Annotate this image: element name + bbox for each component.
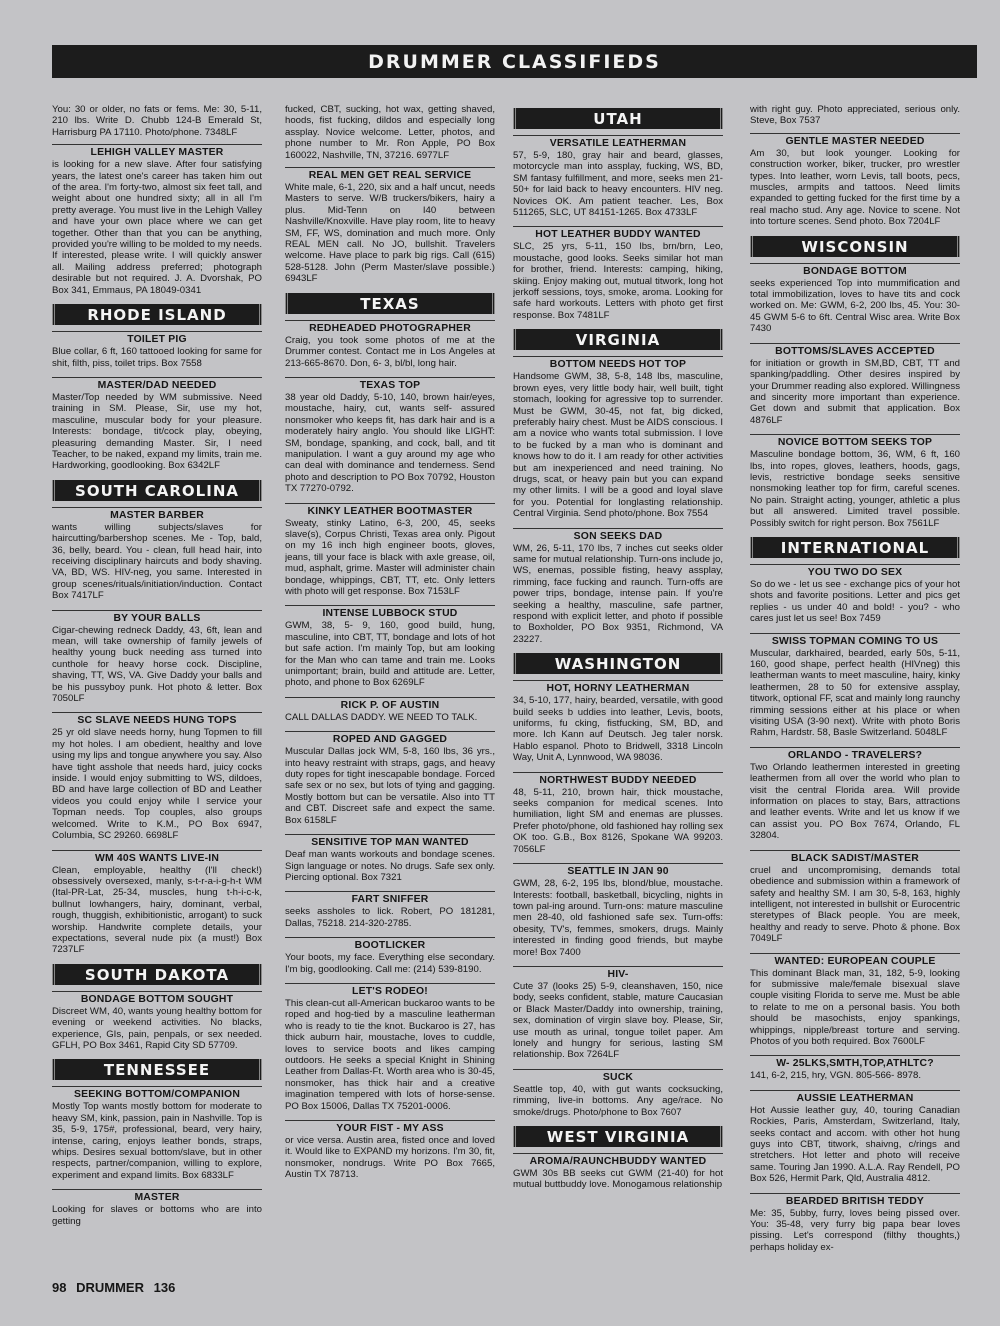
ad-body: wants willing subjects/slaves for haircutting/barbershop scenes. Me - Top, bald, 36, belly, beard. You - clean, full head hair, into receiving disciplinary haircuts and body shaving. VA, BD, WS. HIV-neg, you same. Interested in group scenes/rituals/initiation/induction. Contact Box 7417LF (52, 521, 262, 602)
ad (285, 697, 495, 723)
ad-heading: SWISS TOPMAN COMING TO US (750, 633, 960, 647)
ad-heading: AROMA/RAUNCHBUDDY WANTED (513, 1153, 723, 1167)
state-header: RHODE ISLAND (52, 304, 262, 325)
ad (285, 731, 495, 826)
ad (750, 434, 960, 529)
ad (513, 356, 723, 519)
ad (52, 507, 262, 602)
ad (750, 564, 960, 625)
ad-body: Cigar-chewing redneck Daddy, 43, 6ft, lean and mean, will take ownership of family jewels of healthy young buck needing ass turned into cunthole for heavy horse cock. Discipline, shaving, TT, WS, VA. Give Daddy your balls and be his pussyboy punk. Hot photo & letter. Box 7050LF (52, 624, 262, 705)
ad-body: SLC, 25 yrs, 5-11, 150 lbs, brn/brn, Leo, moustache, good looks. Seeks similar hot man for brother, friend. Interests: camping, hiking, skiing. Enjoy making out, mutual titwork, long hot jerkoff sessions, toys, smoke, aroma. Looking for safe hard workouts. Letters with photo get first response. Box 7481LF (513, 241, 723, 321)
column-4 (750, 104, 960, 1274)
ad-heading: WM 40S WANTS LIVE-IN (52, 850, 262, 864)
ad (513, 226, 723, 321)
ad-heading: WANTED: EUROPEAN COUPLE (750, 953, 960, 967)
ad (513, 863, 723, 958)
ad (513, 528, 723, 646)
state-header: SOUTH CAROLINA (52, 480, 262, 501)
ad (513, 1069, 723, 1118)
ad-heading: MASTER/DAD NEEDED (52, 377, 262, 391)
continued-ad (52, 104, 262, 138)
ad-body: Handsome GWM, 38, 5-8, 148 lbs, masculine, brown eyes, very little body hair, well built, tight stomach, looking for agressive top to surrender. Must be GWM, 30-45, not fat, big dicked, preferably hairy chest. Must be AIDS conscious. I am a novice who wants total submission. I love to be fucked by a man who is dominant and knows how to do it. I am ready for other activities but am inexperienced and need training. No drugs, scat, or heavy pain but you can expand my other limits. I will be a good and loyal slave for you. Potential for longlasting relationship. Central Virginia. Send photo/phone. Box 7554 (513, 371, 723, 520)
ad-heading: HOT, HORNY LEATHERMAN (513, 680, 723, 694)
column-2 (285, 104, 495, 1274)
ad-body: Me: 35, 5ubby, furry, loves being pissed over. You: 35-48, very furry big papa bear loves pissing. Let's correspond (filthy thoughts,) perhaps holiday ex- (750, 1207, 960, 1253)
ad-body: Muscular Dallas jock WM, 5-8, 160 lbs, 36 yrs., into heavy restraint with straps, gags, and heavy duty ropes for tight inescapable bondage. Forced safe sex or no sex, but lots of tying and gagging. Mostly bottom but can be versatile. Also into TT and CBT. Discreet safe and expect the same. Box 6158LF (285, 746, 495, 826)
ad-body: for initiation or growth in SM,BD, CBT, TT and spanking/paddling. Other desires inspired by your Drummer reading also explored. Willingness and sincerity more important than experience. Get down and submit that application. Box 4876LF (750, 357, 960, 426)
ad-heading: GENTLE MASTER NEEDED (750, 133, 960, 147)
ad-body: GWM, 28, 6-2, 195 lbs, blond/blue, moustache. Interests: football, basketball, bicycling, nights in town pal-ing around. Turn-ons: mature masculine men 28-40, old fashioned safe sex. Turn-offs: obesity, TV's, femmes, smokers, drugs. Mainly interested in finding good friends, but maybe more! Box 7400 (513, 878, 723, 958)
ad-body: Muscular, darkhaired, bearded, early 50s, 5-11, 160, good shape, perfect health (HIVneg) this leatherman wants to meet masculine, hairy, kinky leathermen, 28 to 50 for extensive assplay, titwork, optional FF, scat and mainly long raunchy rimming sessions either at his place or when visiting USA (3-90 next). Write with photo Boris Rahm, Hardstr. 58, Basle Switzerland. 5048LF (750, 647, 960, 739)
ad-heading: HIV- (513, 966, 723, 980)
ad (285, 891, 495, 929)
ad-body: Seattle top, 40, with gut wants cocksucking, rimming, live-in bottoms. Any age/race. No smoke/drugs. Photo/phone to Box 7607 (513, 1083, 723, 1118)
state-header: SOUTH DAKOTA (52, 964, 262, 985)
ad (513, 966, 723, 1061)
ad-body: Discreet WM, 40, wants young healthy bottom for evening or weekend activities. No blacks, experience, GIs, pain, penpals, or sex needed. GFLH, PO Box 3461, Rapid City SD 57709. (52, 1005, 262, 1051)
ad-heading: BOTTOM NEEDS HOT TOP (513, 356, 723, 370)
ad (52, 144, 262, 296)
ad (52, 377, 262, 472)
ad-heading: FART SNIFFER (285, 891, 495, 905)
ad-body: Clean, employable, healthy (I'll check!) obsessively oversexed, manly, s-t-r-a-i-g-h-t WM (Ital-PR-Lat, 25-34, muscles, hung t-h-i-c-k, bullnut lowhangers, hairy, dominant, verbal, rough, thuggish, exhibitionistic, arrogant) to suck worship. Handwrite complete details, your expectations, several nude pix (a must!) Box 7237LF (52, 864, 262, 956)
magazine-name: DRUMMER (76, 1280, 144, 1295)
ad-heading: YOU TWO DO SEX (750, 564, 960, 578)
ad-body: This clean-cut all-American buckaroo wants to be roped and hog-tied by a masculine leatherman who is ready to tie the knot. Buckaroo is 27, has thick auburn hair, moustache, loves to cuddle, loves to service boots and likes camping outdoors. He seeks a special Knight in Shining Leather from Dallas-Ft. Worth area who is 30-45, nonsmoker, has thick hair and a creative imagination tempered with lots of horse-sense. PO Box 15006, Dallas TX 75201-0006. (285, 997, 495, 1112)
ad-body: Masculine bondage bottom, 36, WM, 6 ft, 160 lbs, into ropes, gloves, leathers, hoods, gags, levis, restrictive bondage seeks sensitive nonsmoking leather top for firm, careful scenes. No pain. Straight acting, younger, athletic a plus but all answered. Limited travel possible. Possibly switch for right person. Box 7561LF (750, 449, 960, 529)
ad-heading: BOTTOMS/SLAVES ACCEPTED (750, 343, 960, 357)
state-header: INTERNATIONAL (750, 537, 960, 558)
ad-body: Two Orlando leathermen interested in greeting leathermen from all over the world who plan to visit the central Florida area. Will provide information on places to stay, Bars, attractions and leather events. Write and let us know if we can assist you. PO Box 7674, Orlando, FL 32804. (750, 761, 960, 842)
ad-heading: INTENSE LUBBOCK STUD (285, 605, 495, 619)
ad (52, 1189, 262, 1227)
column-3 (513, 104, 723, 1274)
ad-body: 38 year old Daddy, 5-10, 140, brown hair/eyes, moustache, hairy, cut, wants self- assured nonsmoker who keeps fit, has dark hair and is a moderately hairy anglo. You should like LIGHT: SM, bondage, spanking, and cock, ball, and tit manipulation. I want a guy around my age who can deal with dominance and tenderness. Send photo and description to PO Box 70792, Houston TX 77270-0792. (285, 391, 495, 495)
ad-body: 141, 6-2, 215, hry, VGN. 805-566- 8978. (750, 1070, 922, 1082)
ad (750, 633, 960, 739)
ad (750, 953, 960, 1048)
ad (285, 377, 495, 495)
ad-heading: BEARDED BRITISH TEDDY (750, 1193, 960, 1207)
ad (750, 1193, 960, 1254)
ad-body: seeks assholes to lick. Robert, PO 181281, Dallas, 75218. 214-320-2785. (285, 906, 495, 929)
ad (750, 850, 960, 945)
ad-body: 48, 5-11, 210, brown hair, thick moustache, seeks companion for medical scenes. Into humiliation, light SM and enemas are plusses. Prefer photo/phone, old fashioned hay rolling sex OK too. G.B., Box 8126, Spokane WA 99203. 7056LF (513, 786, 723, 855)
ad-body: This dominant Black man, 31, 182, 5-9, looking for submissive male/female bisexual slave couple visiting Florida to serve me. Must be able to relate to me on a personal basis. You both should be masochists, enjoy spankings, whippings, nipple/breast torture and serving. Photos of you both required. Box 7600LF (750, 967, 960, 1047)
ad (52, 991, 262, 1052)
ad-body: CALL DALLAS DADDY. WE NEED TO TALK. (285, 711, 478, 723)
ad (52, 850, 262, 956)
ad-body: Mostly Top wants mostly bottom for moderate to heavy SM, kink, passion, pain in Nashville. Top is 35, 5-9, 175#, professional, beard, very hairy, intense, caring, enjoys leather bonds, straps, whips. Desires sexual bottom/slave, but in other respects, partner/companion, willing to explore, experiment and expand limits. Box 6833LF (52, 1101, 262, 1181)
ad (513, 680, 723, 763)
ad-body: Craig, you took some photos of me at the Drummer contest. Contact me in Los Angeles at 213-665-8670. Don, 6- 3, bl/bl, long hair. (285, 334, 495, 369)
ad-body: GWM, 38, 5- 9, 160, good build, hung, masculine, into CBT, TT, bondage and lots of hot but safe action. I'm mainly Top, but am looking for the Man who can tame and train me. Looks unimportant; brain, build and attitude are. Letter, photo, and phone to Box 6269LF (285, 620, 495, 689)
ad-heading: AUSSIE LEATHERMAN (750, 1090, 960, 1104)
ad (285, 167, 495, 285)
ad-body: Your boots, my face. Everything else secondary. I'm big, goodlooking. Call me: (214) 539-8190. (285, 952, 495, 975)
ad (285, 1120, 495, 1181)
state-header: TEXAS (285, 293, 495, 314)
ad-heading: SENSITIVE TOP MAN WANTED (285, 834, 495, 848)
ad-heading: LEHIGH VALLEY MASTER (52, 144, 262, 158)
ad (52, 331, 262, 369)
ad-heading: SEEKING BOTTOM/COMPANION (52, 1086, 262, 1100)
ad-heading: YOUR FIST - MY ASS (285, 1120, 495, 1134)
ad-body: Deaf man wants workouts and bondage scenes. Sign language or notes. No drugs. Safe sex only. Piercing optional. Box 7321 (285, 849, 495, 883)
ad-heading: ROPED AND GAGGED (285, 731, 495, 745)
ad-body: with right guy. Photo appreciated, serious only. Steve, Box 7537 (750, 104, 960, 127)
ad-body: or vice versa. Austin area, fisted once and loved it. Would like to EXPAND my horizons. I'm 30, fit, nonsmoker, nondrugs. Write PO Box 7665, Austin TX 78713. (285, 1135, 495, 1181)
ad (750, 343, 960, 426)
ad-body: is looking for a new slave. After four satisfying years, the latest one's career has taken him out of the area. I'm forty-two, almost six feet tall, and weight about one hundred sixty; all in all I'm pretty average. You must live in the Lehigh Valley and have your own place where we can get together. Other than that you can be anything, provided you're willing to be molded to my needs. If interested, please write. I will quickly answer all. Mailing address preferred; photograph desirable but not required. J. A. Dvorshak, PO Box 341, Emmaus, PA 18049-0341 (52, 159, 262, 296)
ad-heading: NORTHWEST BUDDY NEEDED (513, 772, 723, 786)
ad-heading: SUCK (513, 1069, 723, 1083)
state-header: WASHINGTON (513, 653, 723, 674)
ad-heading: MASTER BARBER (52, 507, 262, 521)
state-header: WISCONSIN (750, 236, 960, 257)
ad-body: 57, 5-9, 180, gray hair and beard, glasses, motorcycle man into assplay, fucking, WS, BD, SM fantasy fulfillment, and more, seeks men 21-50+ for laid back to heavy encounters. HIV neg. Novices OK. Am patient teacher. Les, Box 511265, SLC, UT 84151-1265. Box 4733LF (513, 150, 723, 219)
ad-heading: BOOTLICKER (285, 937, 495, 951)
ad-heading: BLACK SADIST/MASTER (750, 850, 960, 864)
ad (285, 983, 495, 1112)
ad-body: So do we - let us see - exchange pics of your hot shots and favorite positions. Letter and pics get replies - us under 40 and bold! - you? - who cares just let us see! Box 7459 (750, 578, 960, 625)
ad (750, 1090, 960, 1185)
ad-heading: REDHEADED PHOTOGRAPHER (285, 320, 495, 334)
ad-heading: ORLANDO - TRAVELERS? (750, 747, 960, 761)
column-1 (52, 104, 262, 1274)
ad-heading: W- 25LKS,SMTH,TOP,ATHLTC? (750, 1055, 960, 1069)
ad-heading: BY YOUR BALLS (52, 610, 262, 624)
ad (52, 712, 262, 841)
ad (52, 610, 262, 705)
ad (52, 1086, 262, 1181)
ad-body: Am 30, but look younger. Looking for construction worker, biker, trucker, pro wrestler types. Into leather, worn Levis, tall boots, pecs, muscles, armpits and tattoos. Need limits expanded to getting fucked for the first time by a real macho stud. Any age. Novice to scene. Not into torture scenes. Send photo. Box 7204LF (750, 147, 960, 228)
state-header: WEST VIRGINIA (513, 1126, 723, 1147)
ad-heading: TOILET PIG (52, 331, 262, 345)
ad (513, 1153, 723, 1191)
ad-heading: SON SEEKS DAD (513, 528, 723, 542)
ad-heading: TEXAS TOP (285, 377, 495, 391)
continued-ad (285, 104, 495, 161)
ad-heading: BONDAGE BOTTOM (750, 263, 960, 277)
page-number: 98 (52, 1280, 67, 1295)
ad (285, 320, 495, 369)
ad-heading: NOVICE BOTTOM SEEKS TOP (750, 434, 960, 448)
continued-ad (750, 104, 960, 127)
ad-heading: BONDAGE BOTTOM SOUGHT (52, 991, 262, 1005)
ad-body: WM, 26, 5-11, 170 lbs, 7 inches cut seeks older same for mutual relationship. Turn-ons include jo, WS, enemas, possible fisting, heavy assplay, rimming, face fucking and raunch. Turn-offs are power trips, bondage, intense pain. If you're seeking a healthy, masculine, safe partner, respond with explicit letter, and photo if possible to Boxholder, PO Box 9351, Richmond, VA 23227. (513, 542, 723, 645)
ad-heading: REAL MEN GET REAL SERVICE (285, 167, 495, 181)
ad-heading: KINKY LEATHER BOOTMASTER (285, 503, 495, 517)
state-header: VIRGINIA (513, 329, 723, 350)
ad-body: GWM 30s BB seeks cut GWM (21-40) for hot mutual buttbuddy love. Monogamous relationship (513, 1168, 723, 1191)
ad-body: Blue collar, 6 ft, 160 tattooed looking for same for shit, filth, piss, toilet trips. Box 7558 (52, 346, 262, 369)
ad (750, 747, 960, 842)
ad (513, 135, 723, 218)
ad-body: Hot Aussie leather guy, 40, touring Canadian Rockies, Paris, Amsterdam, Switzerland, Italy, seeks contact and accom. with other hot hung guys into CBT, titwork, shaivng, c/rings and stretchers. Hot letter and photo will receive same. Touring Jan 1990. A.L.A. Ray Rendell, PO Box 526, Hermit Park, Qld, Australia 4812. (750, 1104, 960, 1185)
ad-heading: SC SLAVE NEEDS HUNG TOPS (52, 712, 262, 726)
ad (750, 133, 960, 228)
state-header: UTAH (513, 108, 723, 129)
ad-body: 34, 5-10, 177, hairy, bearded, versatile, with good build seeks b uddies into leather, Levis, boots, uniforms, fu cking, fistfucking, SM, BD, and more. Ich Kann auf Deutsch. Jeg taler norsk. Hablo espanol. Photo to Bridwell, 3318 Lincoln Way, Unit A, Lynnwood, WA 98036. (513, 695, 723, 764)
ad (285, 937, 495, 975)
ad-body: Cute 37 (looks 25) 5-9, cleanshaven, 150, nice body, seeks confident, stable, mature Caucasian or Black Master/Daddy into ownership, training, sex, domination of virgin slave boy. Please, Sir, use mouth as urinal, tongue toilet paper. Am lonely and hungry for serious, lasting SM relationship. Box 7264LF (513, 980, 723, 1061)
ad (285, 503, 495, 598)
ad-heading: HOT LEATHER BUDDY WANTED (513, 226, 723, 240)
page-footer (52, 1280, 181, 1295)
ad-heading: RICK P. OF AUSTIN (285, 697, 495, 711)
ad (285, 834, 495, 883)
state-header: TENNESSEE (52, 1059, 262, 1080)
ad (285, 605, 495, 688)
section-banner: DRUMMER CLASSIFIEDS (52, 45, 977, 78)
ad (750, 1055, 960, 1081)
ad-body: White male, 6-1, 220, six and a half uncut, needs Masters to serve. W/B truckers/bikers, hairy a plus. Mid-Tenn on I40 between Nashville/Knoxville. Have play room, lite to heavy SM, FF, WS, domination and much more. Only REAL MEN call. No JO, bullshit. Travelers welcome. Have place to park big rigs. Call (615) 528-5128. John (Perm Master/slave possible.) 6943LF (285, 182, 495, 285)
ad-body: Master/Top needed by WM submissive. Need training in SM. Please, Sir, use my hot, masculine, muscular body for your pleasure. Interests: bondage, tit/cock play, obeying, pleasuring demanding Master. Sir, I need Teacher, to be naked, expand my limits, train me. Hardworking, goodlooking. Box 6342LF (52, 391, 262, 472)
ad (513, 772, 723, 855)
ad-body: seeks experienced Top into mummification and total immobilization, loves to have tits and cock worked on. Me: GWM, 6-2, 200 lbs, 45. You: 30-45 GWM 5-6 to 6ft. Central Wisc area. Write Box 7430 (750, 277, 960, 335)
ad (750, 263, 960, 335)
ad-body: You: 30 or older, no fats or fems. Me: 30, 5-11, 210 lbs. Write D. Chubb 124-B Emerald St, Harrisburg PA 17110. Photo/phone. 7348LF (52, 104, 262, 138)
ad-body: Looking for slaves or bottoms who are into getting (52, 1204, 262, 1227)
ad-body: cruel and uncompromising, demands total obedience and submission within a framework of safety and healthy SM. I am 30, 5-8, 163, highly intelligent, not interested in bullshit or Eurocentric steretypes of Black people. You are meek, healthy and ready to serve. Photo & phone. Box 7049LF (750, 864, 960, 945)
ad-heading: MASTER (52, 1189, 262, 1203)
issue-number: 136 (153, 1280, 176, 1295)
ad-heading: SEATTLE IN JAN 90 (513, 863, 723, 877)
ad-body: Sweaty, stinky Latino, 6-3, 200, 45, seeks slave(s), Corpus Christi, Texas area only. Pigout on my 16 inch high engineer boots, gloves, jeans, till your face is black with axle grease, oil, mud, asphalt, grime. Master will administer chain bondage, whippings, CBT, TT, etc. Only letters with photo will get response. Box 7153LF (285, 517, 495, 597)
ad-body: 25 yr old slave needs horny, hung Topmen to fill my hot holes. I am obedient, healthy and love using my lips and tongue anywhere you say. Also have tight asshole that needs hard, juicy cocks inside. I would enjoy submitting to WS, dildoes, BD and have large collection of BD and Leather videos you could enjoy while I service your Topman needs. Top couples, also groups welcomed. Write to K.M., PO Box 6947, Columbia, SC 29260. 6698LF (52, 727, 262, 842)
ad-body: fucked, CBT, sucking, hot wax, getting shaved, hoods, fist fucking, dildos and especially long assplay. Novice welcome. Letter, photos, and phone number to Mr. Ron Apple, PO Box 160022, Nashville, TN, 37216. 6977LF (285, 104, 495, 161)
ad-heading: LET'S RODEO! (285, 983, 495, 997)
ad-heading: VERSATILE LEATHERMAN (513, 135, 723, 149)
